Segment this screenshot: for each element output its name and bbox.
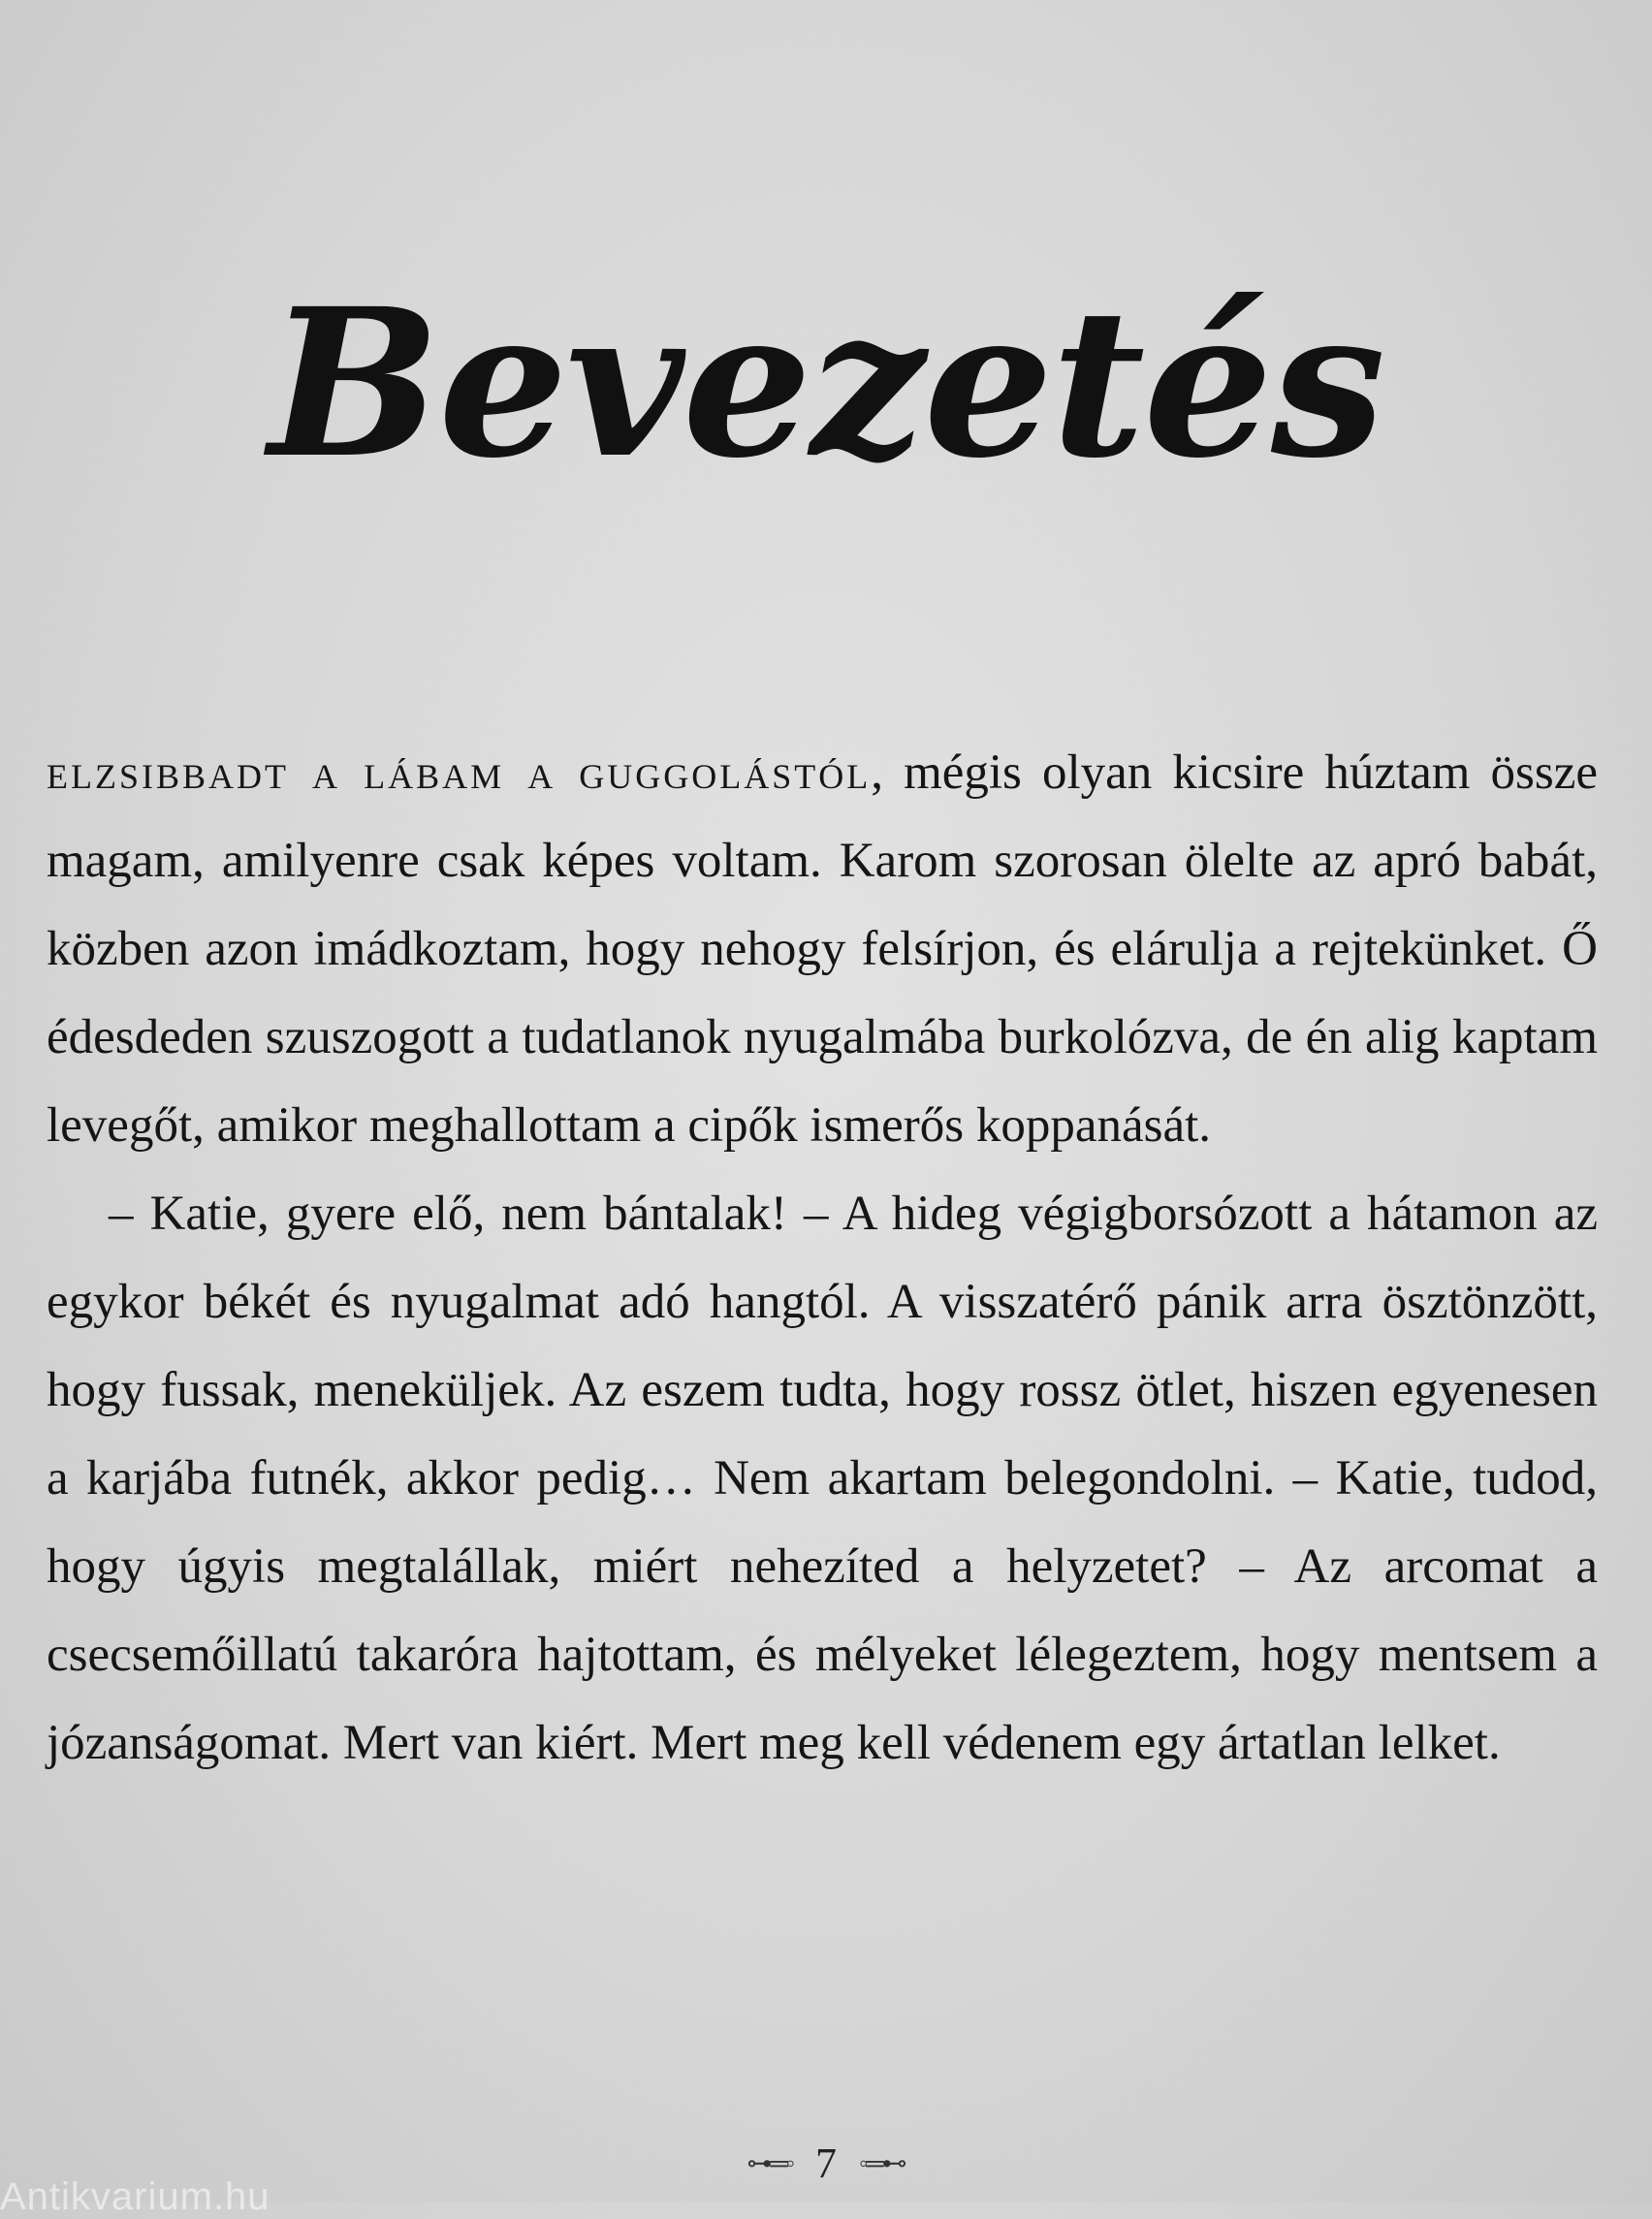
paragraph-2 <box>47 1170 1598 1788</box>
chapter-title-text: Bevezetés <box>268 263 1384 503</box>
paragraph-1-text: , mégis olyan kicsire húztam össze magam, amilyenre csak képes voltam. Karom szorosan ölelte az apró babát, közben azon imádkoztam, hogy nehogy felsírjon, és elárulja a rejtekünket. Ő édesdeden szuszogott a tudatlanok nyugalmába burkolózva, de én alig kaptam levegőt, amikor meghallottam a cipők ismerős koppanását. <box>47 745 1598 1153</box>
opening-smallcaps: elzsibbadt a lábam a guggolástól <box>47 745 872 800</box>
chapter-title <box>0 263 1652 503</box>
watermark: Antikvarium.hu <box>0 2175 270 2218</box>
chapter-body <box>47 729 1598 1788</box>
paragraph-1 <box>47 729 1598 1170</box>
page-number: 7 <box>815 2140 837 2188</box>
paragraph-2-text: – Katie, gyere elő, nem bántalak! – A hideg végigborsózott a hátamon az egykor békét és nyugalmat adó hangtól. A visszatérő pánik arra ösztönzött, hogy fussak, meneküljek. Az eszem tudta, hogy rossz ötlet, hiszen egyenesen a karjába futnék, akkor pedig… Nem akartam belegondolni. – Katie, tudod, hogy úgyis megtalállak, miért nehezíted a helyzetet? – Az arcomat a csecsemőillatú takaróra hajtottam, és mélyeket lélegeztem, hogy mentsem a józanságomat. Mert van kiért. Mert meg kell védenem egy ártatlan lelket. <box>47 1187 1598 1770</box>
ornament-left-icon: ⊶═◦ <box>747 2148 793 2177</box>
ornament-right-icon: ◦═⊷ <box>859 2148 905 2177</box>
